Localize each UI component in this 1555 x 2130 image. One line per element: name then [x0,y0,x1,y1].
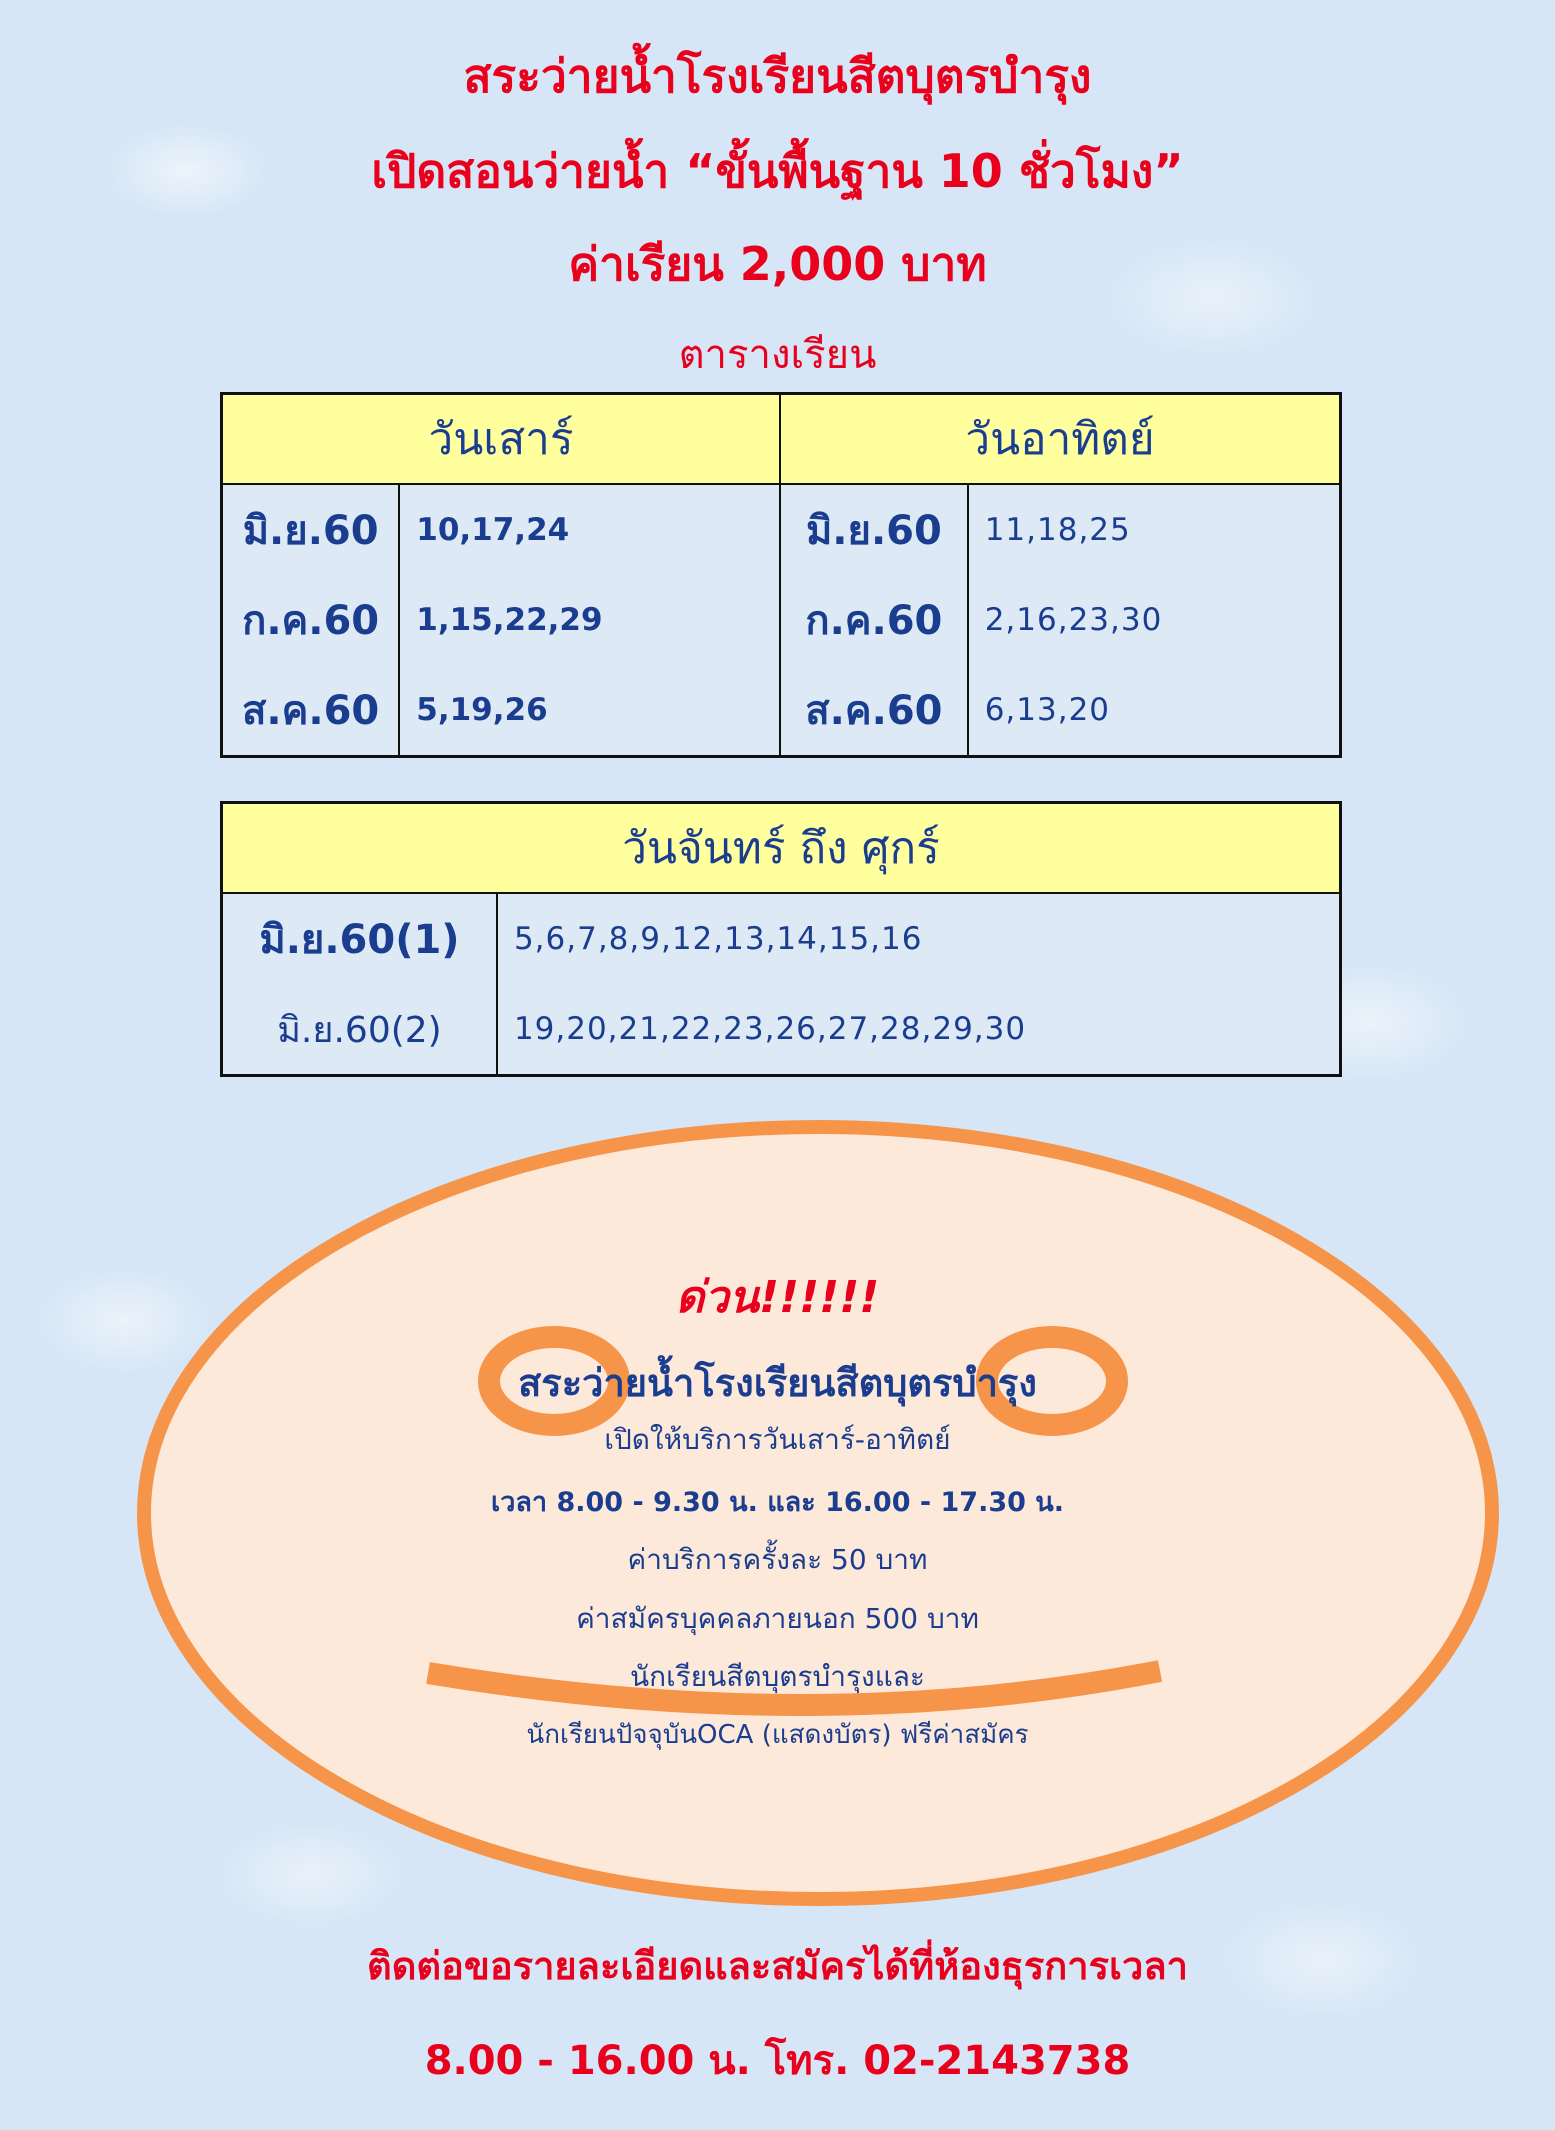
saturday-month: ส.ค.60 [222,665,400,757]
sunday-month: ก.ค.60 [780,575,968,665]
saturday-days: 5,19,26 [399,665,780,757]
sunday-days: 6,13,20 [968,665,1341,757]
promo-students-line1: นักเรียนสีตบุตรบำรุงและ [630,1660,925,1693]
promo-students-line2: นักเรียนปัจจุบันOCA (แสดงบัตร) ฟรีค่าสมัคร [526,1720,1029,1750]
course-fee: ค่าเรียน 2,000 บาท [568,237,987,291]
promo-hours: เวลา 8.00 - 9.30 น. และ 16.00 - 17.30 น. [490,1487,1065,1518]
weekday-month: มิ.ย.60(2) [222,984,497,1076]
promo-fee: ค่าบริการครั้งละ 50 บาท [627,1543,928,1576]
sunday-header: วันอาทิตย์ [780,394,1340,485]
weekend-schedule-table [220,392,1342,758]
saturday-header: วันเสาร์ [222,394,781,485]
table-row [222,984,1341,1076]
sunday-month: มิ.ย.60 [780,484,968,575]
urgent-notice: ด่วน!!!!!! [675,1272,880,1323]
saturday-days: 1,15,22,29 [399,575,780,665]
promo-title: สระว่ายน้ำโรงเรียนสีตบุตรบำรุง [518,1361,1037,1405]
weekday-header: วันจันทร์ ถึง ศุกร์ [222,803,1341,894]
saturday-month: มิ.ย.60 [222,484,400,575]
weekday-days: 19,20,21,22,23,26,27,28,29,30 [497,984,1341,1076]
sunday-days: 11,18,25 [968,484,1341,575]
table-row [222,665,1341,757]
weekday-header-row [222,803,1341,894]
table-row [222,893,1341,984]
contact-phone-line: 8.00 - 16.00 น. โทร. 02-2143738 [424,2038,1131,2084]
table-row [222,575,1341,665]
weekday-schedule-table [220,801,1342,1077]
promo-membership-fee: ค่าสมัครบุคคลภายนอก 500 บาท [576,1602,979,1635]
sunday-days: 2,16,23,30 [968,575,1341,665]
sunday-month: ส.ค.60 [780,665,968,757]
schedule-heading: ตารางเรียน [678,332,877,378]
weekday-month: มิ.ย.60(1) [222,893,497,984]
saturday-month: ก.ค.60 [222,575,400,665]
promo-open-days: เปิดให้บริการวันเสาร์-อาทิตย์ [604,1423,951,1456]
table-row [222,484,1341,575]
saturday-days: 10,17,24 [399,484,780,575]
school-pool-title: สระว่ายน้ำโรงเรียนสีตบุตรบำรุง [463,49,1092,103]
weekday-days: 5,6,7,8,9,12,13,14,15,16 [497,893,1341,984]
weekend-header-row [222,394,1341,485]
contact-line: ติดต่อขอรายละเอียดและสมัครได้ที่ห้องธุรการเวลา [367,1944,1188,1988]
course-title: เปิดสอนว่ายน้ำ “ขั้นพื้นฐาน 10 ชั่วโมง” [371,144,1184,198]
